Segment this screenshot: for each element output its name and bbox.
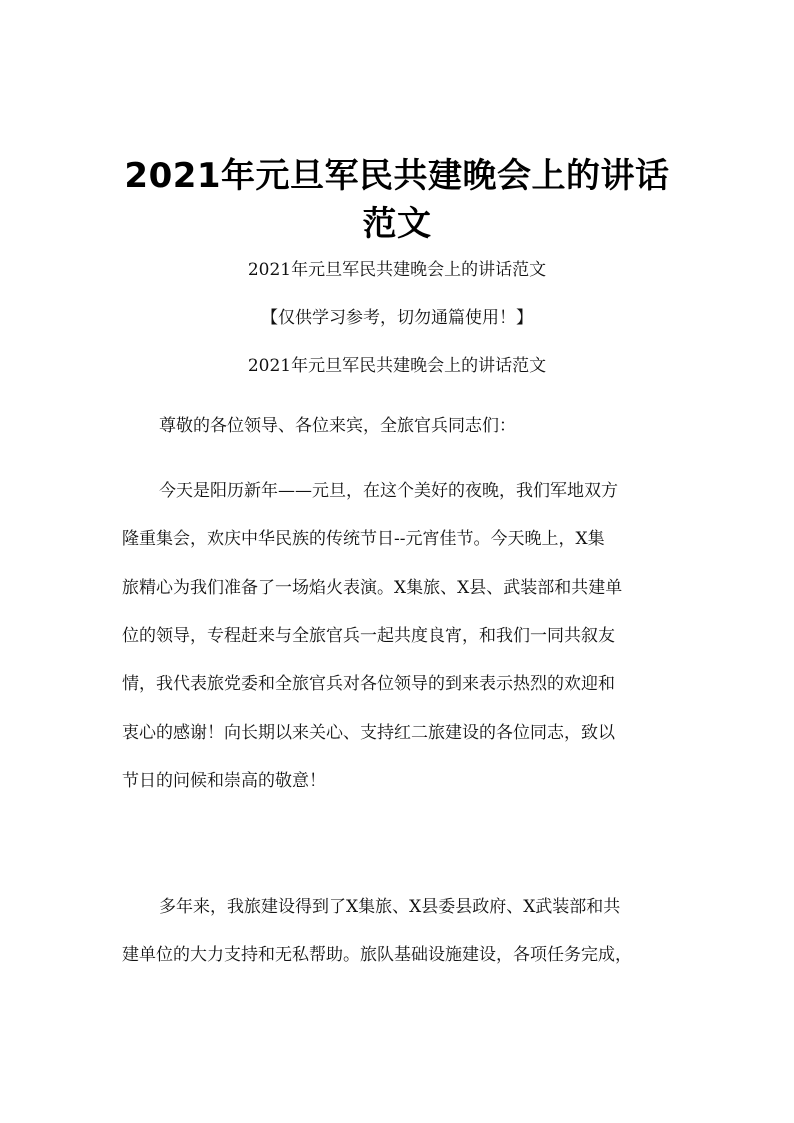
paragraph-1-line-3: 旅精心为我们准备了一场焰火表演。X集旅、X县、武装部和共建单 (122, 578, 623, 598)
paragraph-2-line-1: 多年来，我旅建设得到了X集旅、X县委县政府、X武装部和共 (159, 897, 621, 917)
document-subtitle-repeat: 2021年元旦军民共建晚会上的讲话范文 (247, 356, 547, 376)
document-title-line-2: 范文 (362, 204, 432, 244)
paragraph-1-line-7: 节日的问候和崇高的敬意！ (122, 771, 326, 791)
paragraph-2-line-2: 建单位的大力支持和无私帮助。旅队基础设施建设，各项任务完成， (122, 945, 632, 965)
usage-notice: 【仅供学习参考，切勿通篇使用！】 (261, 308, 533, 328)
document-subtitle: 2021年元旦军民共建晚会上的讲话范文 (247, 260, 547, 280)
greeting-line: 尊敬的各位领导、各位来宾，全旅官兵同志们： (159, 416, 516, 436)
paragraph-1-line-2: 隆重集会，欢庆中华民族的传统节日--元宵佳节。今天晚上，X集 (122, 529, 605, 549)
paragraph-1-line-6: 衷心的感谢！向长期以来关心、支持红二旅建设的各位同志，致以 (122, 723, 615, 743)
document-title-line-1: 2021年元旦军民共建晚会上的讲话 (124, 156, 670, 196)
paragraph-1-line-5: 情，我代表旅党委和全旅官兵对各位领导的到来表示热烈的欢迎和 (122, 674, 615, 694)
paragraph-1-line-4: 位的领导，专程赶来与全旅官兵一起共度良宵，和我们一同共叙友 (122, 626, 615, 646)
paragraph-1-line-1: 今天是阳历新年——元旦，在这个美好的夜晚，我们军地双方 (159, 481, 618, 501)
